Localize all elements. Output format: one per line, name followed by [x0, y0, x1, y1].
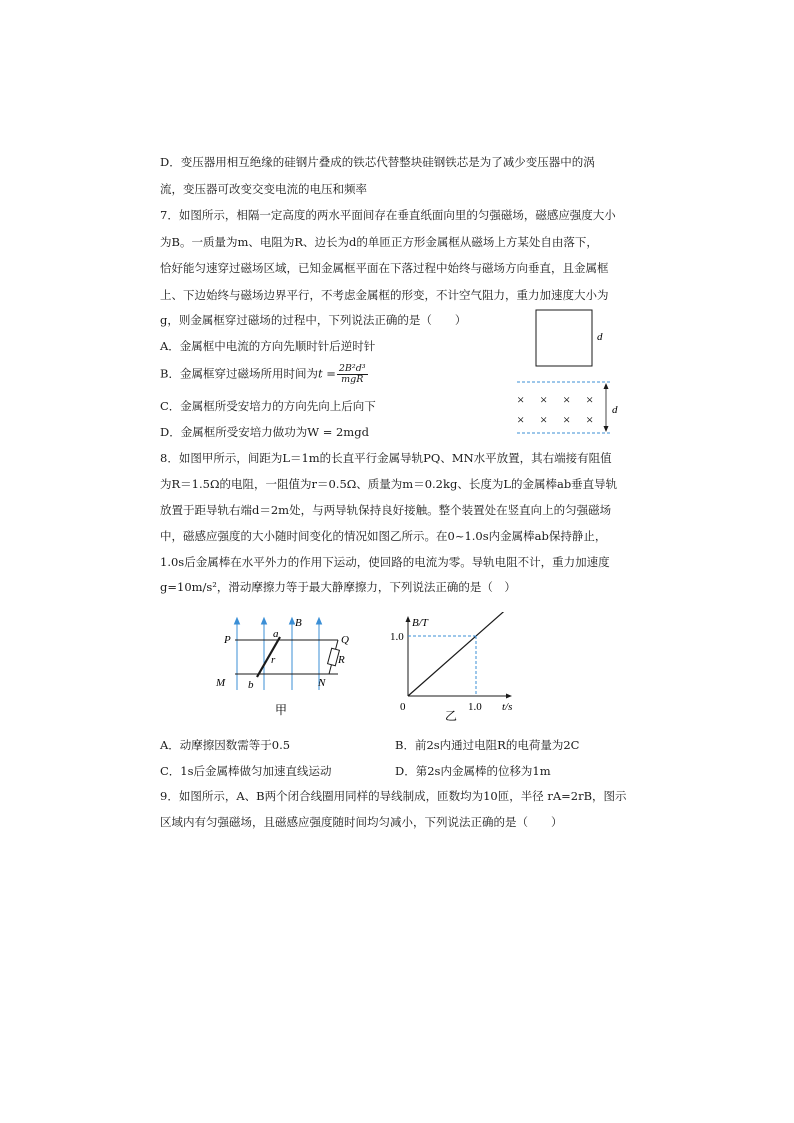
q8-stem-line1: 8．如图甲所示，间距为L＝1m的长直平行金属导轨PQ、MN水平放置，其右端接有阻值: [160, 451, 612, 465]
q7-option-d: D．金属框所受安培力做功为W = 2mgd: [160, 425, 369, 439]
field-cross: ×: [563, 392, 571, 407]
rod-r-label: r: [271, 654, 276, 666]
q7-option-b-lhs: t =: [317, 366, 336, 381]
q8-stem-line6: g=10m/s²，滑动摩擦力等于最大静摩擦力，下列说法正确的是（ ）: [160, 580, 516, 594]
q7-stem-line3: 恰好能匀速穿过磁场区域，已知金属框平面在下落过程中始终与磁场方向垂直，且金属框: [160, 261, 609, 275]
q7-stem-line2: 为B。一质量为m、电阻为R、边长为d的单匝正方形金属框从磁场上方某处自由落下，: [160, 235, 598, 249]
q9-stem-line2: 区域内有匀强磁场，且磁感应强度随时间均匀减小，下列说法正确的是（ ）: [160, 815, 563, 829]
frame-side-label: d: [597, 331, 603, 343]
field-cross: ×: [540, 412, 548, 427]
x-axis-label: t/s: [502, 701, 513, 713]
rod-a-label: a: [273, 628, 279, 640]
x-axis-arrow: [506, 694, 512, 699]
q8-option-d: D．第2s内金属棒的位移为1m: [395, 764, 551, 778]
rail-n-label: N: [318, 677, 326, 689]
q7-option-c: C．金属框所受安培力的方向先向上后向下: [160, 399, 376, 413]
q7-option-b-numerator: 2B²d³: [338, 363, 366, 374]
q7-option-b-prefix: B．金属框穿过磁场所用时间为: [160, 366, 318, 381]
q7-option-b: [160, 364, 368, 385]
q8-stem-line2: 为R＝1.5Ω的电阻，一阻值为r＝0.5Ω、质量为m＝0.2kg、长度为L的金属棒ab垂直导轨: [160, 477, 618, 491]
q8-stem-line3: 放置于距导轨右端d＝2m处，与两导轨保持良好接触。整个装置处在竖直向上的匀强磁场: [160, 503, 612, 517]
origin-label: 0: [400, 701, 406, 713]
resistor-r-label: R: [338, 654, 345, 666]
q7-stem-line4: 上、下边始终与磁场边界平行，不考虑金属框的形变，不计空气阻力，重力加速度大小为: [160, 288, 609, 302]
q8-option-a: A．动摩擦因数需等于0.5: [160, 738, 291, 752]
arrow-up-head: [604, 383, 609, 389]
field-cross: ×: [586, 392, 594, 407]
metal-frame-square: [536, 310, 592, 366]
field-cross: ×: [517, 392, 525, 407]
q8-stem-line4: 中，磁感应强度的大小随时间变化的情况如图乙所示。在0~1.0s内金属棒ab保持静止，: [160, 529, 607, 543]
metal-rod-ab: [257, 637, 280, 677]
q7-option-b-denominator: mgR: [341, 374, 364, 385]
field-height-label: d: [612, 404, 618, 416]
field-cross: ×: [540, 392, 548, 407]
q8-figure-yi-chart: [378, 612, 528, 722]
q8-figure-jia: [215, 612, 365, 720]
field-b-label: B: [295, 617, 302, 629]
field-cross: ×: [586, 412, 594, 427]
field-cross: ×: [517, 412, 525, 427]
field-cross: ×: [563, 412, 571, 427]
figure-jia-caption: 甲: [275, 703, 288, 717]
rail-m-label: M: [216, 677, 226, 689]
rail-p-label: P: [224, 634, 231, 646]
q7-stem-line1: 7．如图所示，相隔一定高度的两水平面间存在垂直纸面向里的匀强磁场，磁感应强度大小: [160, 208, 616, 222]
field-cross-marks: [517, 392, 593, 427]
x-tick-label: 1.0: [468, 701, 482, 713]
q7-figure: [505, 305, 625, 440]
q7-option-b-fraction: [337, 364, 368, 385]
q8-stem-line5: 1.0s后金属棒在水平外力的作用下运动，使回路的电流为零。导轨电阻不计，重力加速度: [160, 555, 610, 569]
q6-option-d-line2: 流，变压器可改变交变电流的电压和频率: [160, 182, 367, 196]
q7-option-a: A．金属框中电流的方向先顺时针后逆时针: [160, 339, 376, 353]
arrow-down-head: [604, 426, 609, 432]
y-axis-arrow: [406, 616, 411, 622]
q6-option-d-line1: D．变压器用相互绝缘的硅钢片叠成的铁芯代替整块硅钢铁芯是为了减少变压器中的涡: [160, 155, 595, 169]
q9-stem-line1: 9．如图所示，A、B两个闭合线圈用同样的导线制成，匝数均为10匝，半径 rA=2rB，图示: [160, 789, 627, 803]
rod-b-label: b: [248, 679, 254, 691]
rail-q-label: Q: [341, 634, 349, 646]
figure-yi-caption: 乙: [445, 709, 458, 722]
y-tick-label: 1.0: [390, 631, 404, 643]
q8-option-b: B．前2s内通过电阻R的电荷量为2C: [395, 738, 580, 752]
y-axis-label: B/T: [412, 617, 428, 629]
q8-option-c: C．1s后金属棒做匀加速直线运动: [160, 764, 332, 778]
q7-stem-line5: g，则金属框穿过磁场的过程中，下列说法正确的是（ ）: [160, 313, 467, 327]
